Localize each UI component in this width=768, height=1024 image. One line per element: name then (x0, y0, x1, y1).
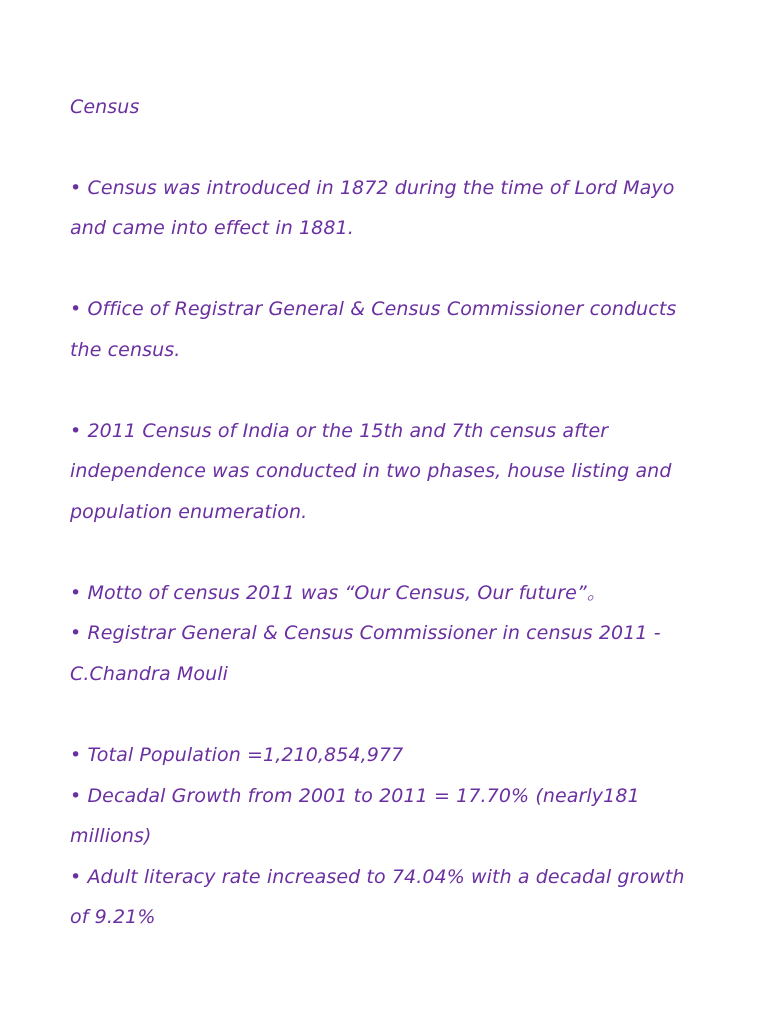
text-line: independence was conducted in two phases, house listing and (70, 460, 672, 482)
text-line: C.Chandra Mouli (70, 663, 228, 685)
text-line: • Registrar General & Census Commissioner in census 2011 - (70, 622, 661, 644)
document-title: Census (70, 96, 140, 118)
text-line: population enumeration. (70, 501, 308, 523)
text-line: of 9.21% (70, 906, 156, 928)
text-line: • Census was introduced in 1872 during the time of Lord Mayo (70, 177, 675, 199)
text-line: millions) (70, 825, 152, 847)
text-line: • Adult literacy rate increased to 74.04% with a decadal growth (70, 866, 685, 888)
text-line: • Office of Registrar General & Census Commissioner conducts (70, 298, 677, 320)
text-line: • Total Population =1,210,854,977 (70, 744, 404, 766)
text-line: the census. (70, 339, 181, 361)
text-line: and came into effect in 1881. (70, 217, 354, 239)
text-line: • Motto of census 2011 was “Our Census, Our future”。 (70, 582, 606, 604)
text-line: • Decadal Growth from 2001 to 2011 = 17.70% (nearly181 (70, 785, 640, 807)
text-line: • 2011 Census of India or the 15th and 7th census after (70, 420, 609, 442)
